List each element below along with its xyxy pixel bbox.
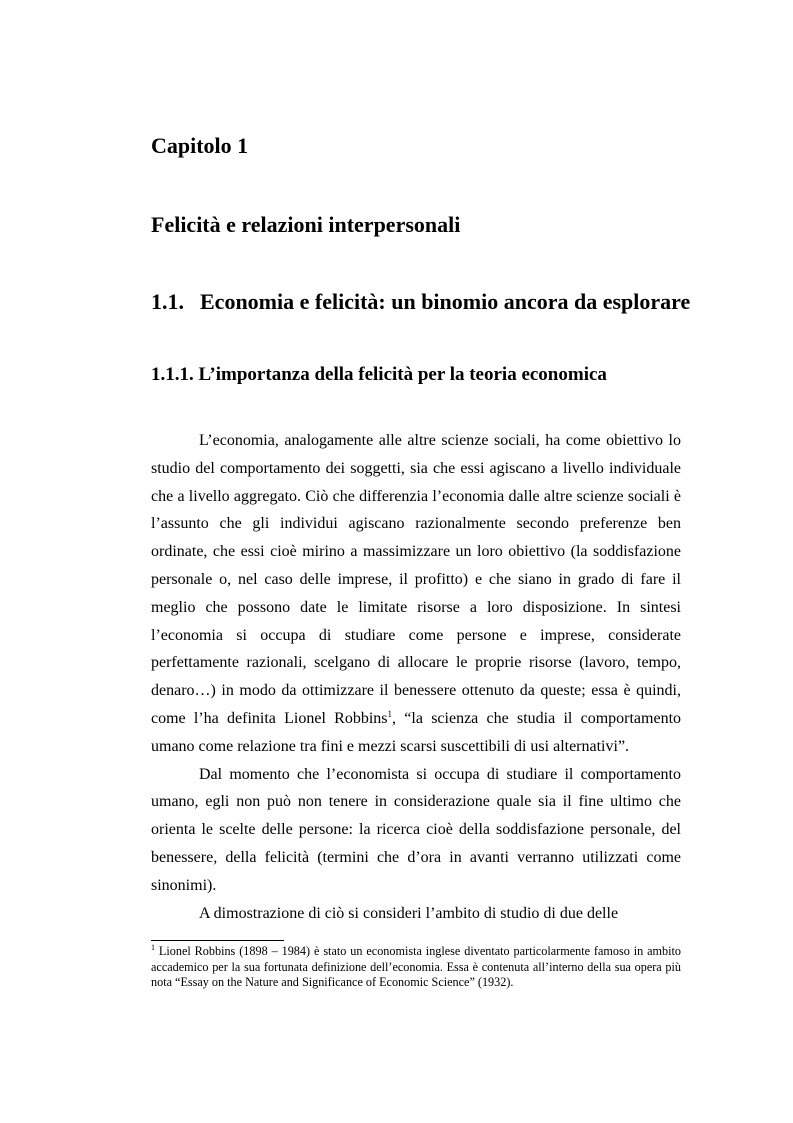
section-number: 1.1. — [151, 289, 184, 314]
paragraph-2: Dal momento che l’economista si occupa di studiare il comportamento umano, egli non può non tenere in considerazione quale sia il fine ultimo che orienta le scelte delle persone: la ricerca cioè della soddisfazione personale, del benessere, della felicità (termini che d’ora in avanti verranno utilizzati come sinonimi). — [151, 765, 681, 894]
paragraph-1-text: L’economia, analogamente alle altre scienze sociali, ha come obiettivo lo studio del comportamento dei soggetti, sia che essi agiscano a livello individuale che a livello aggregato. Ciò che differenzia l’economia dalle altre scienze sociali è l’assunto che gli individui agiscano razionalmente secondo preferenze ben ordinate, che essi cioè mirino a massimizzare un loro obiettivo (la soddisfazione personale o, nel caso delle imprese, il profitto) e che siano in grado di fare il meglio che possono date le limitate risorse a loro disposizione. In sintesi l’economia si occupa di studiare come persone e imprese, considerate perfettamente razionali, scelgano di allocare le proprie risorse (lavoro, tempo, denaro…) in modo da ottimizzare il benessere ottenuto da queste; essa è quindi, come l’ha definita Lionel Robbins — [151, 432, 681, 727]
body-text — [151, 427, 681, 927]
paragraph-1-text-continued: , “la scienza che studia il comportamento umano come relazione tra fini e mezzi scarsi suscettibili di usi alternativi”. — [151, 709, 682, 755]
footnote-divider — [151, 940, 284, 941]
paragraph-1 — [151, 427, 681, 761]
paragraph-3: A dimostrazione di ciò si consideri l’ambito di studio di due delle — [199, 904, 619, 922]
footnote-marker: 1 — [151, 943, 155, 952]
chapter-title: Felicità e relazioni interpersonali — [151, 212, 461, 237]
section-heading — [151, 287, 690, 317]
chapter-label: Capitolo 1 — [151, 133, 249, 158]
footnote — [151, 944, 681, 991]
subsection-heading: 1.1.1. L’importanza della felicità per la teoria economica — [151, 364, 607, 385]
section-title: Economia e felicità: un binomio ancora da esplorare — [200, 289, 691, 314]
footnote-text: Lionel Robbins (1898 – 1984) è stato un economista inglese diventato particolarmente famoso in ambito accademico per la sua fortunata definizione dell’economia. Essa è contenuta all’interno della sua opera più nota “Essay on the Nature and Significance of Economic Science” (1932). — [151, 944, 681, 989]
footnote-reference[interactable]: 1 — [387, 708, 393, 719]
